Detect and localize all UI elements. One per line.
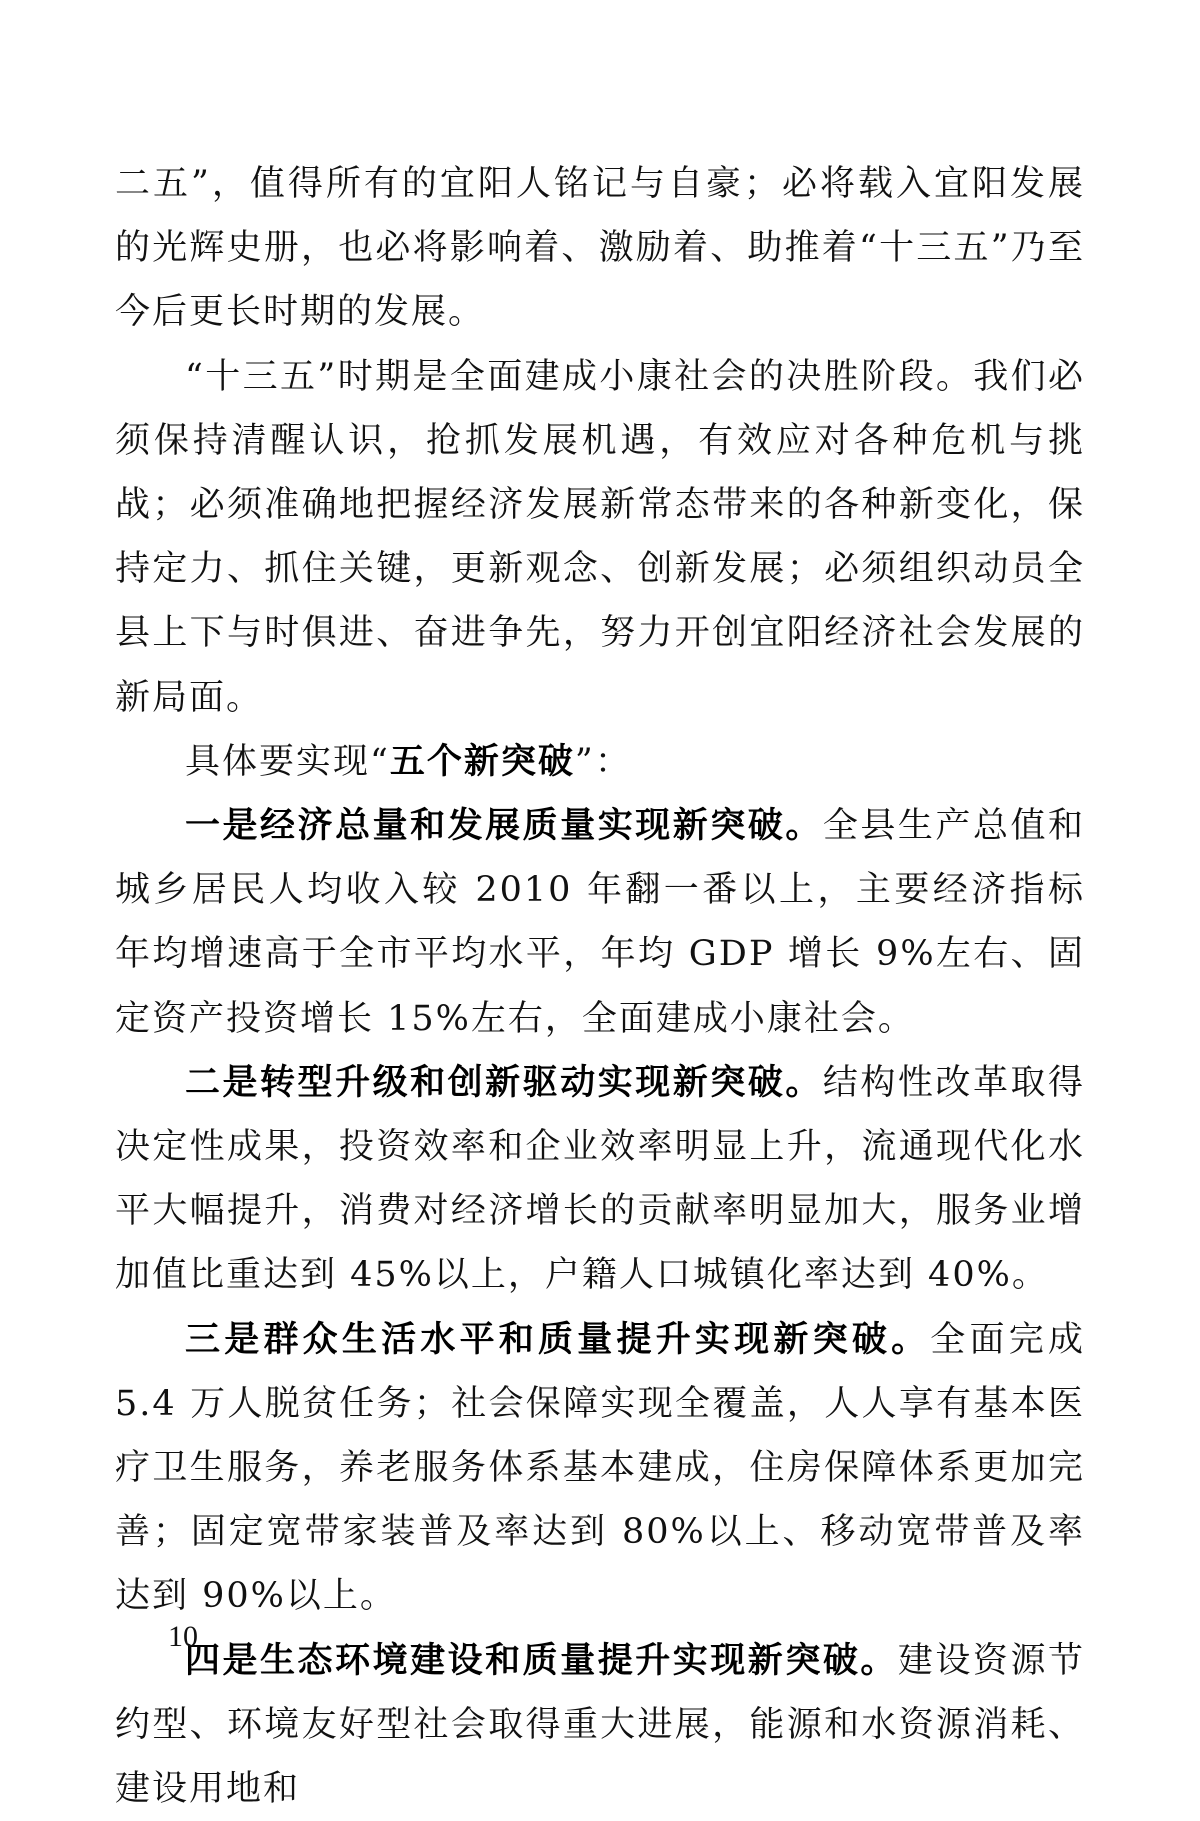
paragraph-thirteenth-five-year [115,345,1085,730]
document-body [115,152,1085,1821]
paragraph-text: “十三五”时期是全面建成小康社会的决胜阶段。我们必须保持清醒认识，抢抓发展机遇，有效应对各种危机与挑战；必须准确地把握经济发展新常态带来的各种新变化，保持定力、抓住关键，更新观念、创新发展；必须组织动员全县上下与时俱进、奋进争先，努力开创宜阳经济社会发展的新局面。 [115,356,1085,718]
five-breakthroughs-emphasis: 五个新突破 [389,741,575,782]
breakthrough-heading: 三是群众生活水平和质量提升实现新突破。 [185,1319,931,1360]
paragraph-continuation [115,152,1085,345]
paragraph-text: 结构性改革取得决定性成果，投资效率和企业效率明显上升，流通现代化水平大幅提升，消费对经济增长的贡献率明显加大，服务业增加值比重达到 45%以上，户籍人口城镇化率达到 40%。 [115,1062,1085,1296]
paragraph-breakthrough-3 [115,1308,1085,1629]
paragraph-five-breakthroughs-intro [115,730,1085,794]
page-number: 10 [168,1620,198,1653]
intro-text: 具体要实现“ [185,741,390,782]
paragraph-breakthrough-2 [115,1051,1085,1308]
paragraph-breakthrough-1 [115,794,1085,1051]
breakthrough-heading: 四是生态环境建设和质量提升实现新突破。 [185,1640,898,1681]
outro-text: ”： [574,741,632,782]
paragraph-breakthrough-4 [115,1629,1085,1821]
breakthrough-heading: 二是转型升级和创新驱动实现新突破。 [185,1062,823,1103]
paragraph-text: 二五”，值得所有的宜阳人铭记与自豪；必将载入宜阳发展的光辉史册，也必将影响着、激励着、助推着“十三五”乃至今后更长时期的发展。 [115,164,1085,333]
paragraph-text: 全面完成 5.4 万人脱贫任务；社会保障实现全覆盖，人人享有基本医疗卫生服务，养老服务体系基本建成，住房保障体系更加完善；固定宽带家装普及率达到 80%以上、移动宽带普及率达到 90%以上。 [115,1319,1085,1617]
breakthrough-heading: 一是经济总量和发展质量实现新突破。 [185,806,823,847]
paragraph-text: 全县生产总值和城乡居民人均收入较 2010 年翻一番以上，主要经济指标年均增速高于全市平均水平，年均 GDP 增长 9%左右、固定资产投资增长 15%左右，全面建成小康社会。 [115,806,1085,1039]
paragraph-text: 建设资源节约型、环境友好型社会取得重大进展，能源和水资源消耗、建设用地和 [115,1640,1085,1810]
